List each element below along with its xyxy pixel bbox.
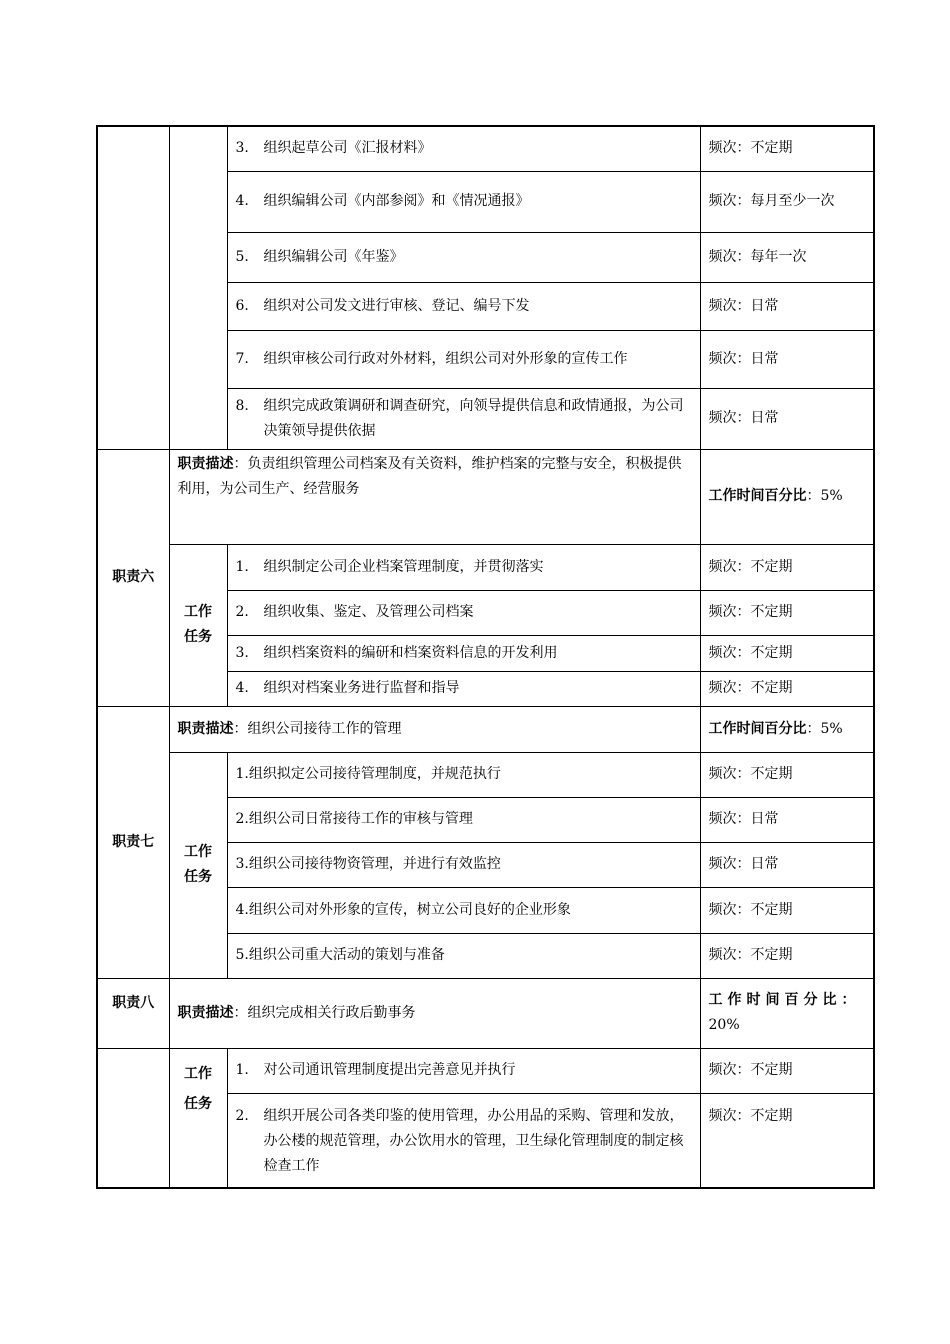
task-frequency: 频次：日常 bbox=[700, 842, 874, 887]
table-row bbox=[97, 544, 874, 590]
table-row bbox=[97, 978, 874, 1048]
task-item: 1.组织拟定公司接待管理制度，并规范执行 bbox=[227, 752, 700, 797]
time-percentage: 工作时间百分比：5% bbox=[700, 706, 874, 752]
task-item: 3. 组织档案资料的编研和档案资料信息的开发利用 bbox=[227, 635, 700, 671]
task-item: 4. 组织对档案业务进行监督和指导 bbox=[227, 671, 700, 706]
task-item: 4.组织公司对外形象的宣传，树立公司良好的企业形象 bbox=[227, 887, 700, 933]
task-item: 2.组织公司日常接待工作的审核与管理 bbox=[227, 797, 700, 842]
task-frequency: 频次：每年一次 bbox=[700, 232, 874, 282]
desc-text: ：组织完成相关行政后勤事务 bbox=[233, 1004, 416, 1021]
task-frequency: 频次：日常 bbox=[700, 330, 874, 388]
task-item: 7. 组织审核公司行政对外材料，组织公司对外形象的宣传工作 bbox=[227, 330, 700, 388]
table-row bbox=[97, 126, 874, 171]
desc-text: ：负责组织管理公司档案及有关资料，维护档案的完整与安全，积极提供利用，为公司生产、经营服务 bbox=[177, 455, 682, 497]
duty-cell-blank bbox=[97, 1048, 169, 1188]
task-item: 1. 组织制定公司企业档案管理制度，并贯彻落实 bbox=[227, 544, 700, 590]
task-item: 5. 组织编辑公司《年鉴》 bbox=[227, 232, 700, 282]
task-frequency: 频次：日常 bbox=[700, 797, 874, 842]
task-frequency: 频次：不定期 bbox=[700, 590, 874, 635]
duty-title: 职责七 bbox=[97, 706, 169, 978]
task-frequency: 频次：日常 bbox=[700, 388, 874, 449]
task-item: 2. 组织收集、鉴定、及管理公司档案 bbox=[227, 590, 700, 635]
task-item: 1. 对公司通讯管理制度提出完善意见并执行 bbox=[227, 1048, 700, 1093]
task-frequency: 频次：不定期 bbox=[700, 635, 874, 671]
duty-title: 职责八 bbox=[97, 978, 169, 1048]
table-row bbox=[97, 449, 874, 544]
tasks-label: 工作任务 bbox=[169, 544, 227, 706]
task-frequency: 频次：不定期 bbox=[700, 1093, 874, 1188]
task-frequency: 频次：不定期 bbox=[700, 887, 874, 933]
task-frequency: 频次：不定期 bbox=[700, 933, 874, 978]
task-item: 3.组织公司接待物资管理，并进行有效监控 bbox=[227, 842, 700, 887]
task-frequency: 频次：不定期 bbox=[700, 126, 874, 171]
desc-label: 职责描述 bbox=[177, 455, 234, 472]
task-frequency: 频次：不定期 bbox=[700, 544, 874, 590]
task-item: 4. 组织编辑公司《内部参阅》和《情况通报》 bbox=[227, 171, 700, 232]
task-item: 6. 组织对公司发文进行审核、登记、编号下发 bbox=[227, 282, 700, 330]
task-item: 2. 组织开展公司各类印鉴的使用管理，办公用品的采购、管理和发放，办公楼的规范管理，办公饮用水的管理，卫生绿化管理制度的制定核检查工作 bbox=[227, 1093, 700, 1188]
duty-title: 职责六 bbox=[97, 449, 169, 706]
task-frequency: 频次：每月至少一次 bbox=[700, 171, 874, 232]
duty-description bbox=[169, 449, 700, 544]
desc-text: ：组织公司接待工作的管理 bbox=[233, 720, 402, 737]
duty-description bbox=[169, 706, 700, 752]
task-frequency: 频次：不定期 bbox=[700, 752, 874, 797]
desc-label: 职责描述 bbox=[177, 1004, 234, 1021]
task-frequency: 频次：不定期 bbox=[700, 1048, 874, 1093]
tasks-cell-blank bbox=[169, 126, 227, 449]
table-row bbox=[97, 706, 874, 752]
task-item: 3. 组织起草公司《汇报材料》 bbox=[227, 126, 700, 171]
time-percentage: 工作时间百分比： 20% bbox=[700, 978, 874, 1048]
table-row bbox=[97, 1048, 874, 1093]
duties-table bbox=[96, 125, 875, 1189]
duty-cell-blank bbox=[97, 126, 169, 449]
time-percentage: 工作时间百分比：5% bbox=[700, 449, 874, 544]
tasks-label: 工作任务 bbox=[169, 752, 227, 978]
duty-description bbox=[169, 978, 700, 1048]
task-frequency: 频次：日常 bbox=[700, 282, 874, 330]
task-item: 5.组织公司重大活动的策划与准备 bbox=[227, 933, 700, 978]
task-frequency: 频次：不定期 bbox=[700, 671, 874, 706]
task-item: 8. 组织完成政策调研和调查研究，向领导提供信息和政情通报，为公司决策领导提供依据 bbox=[227, 388, 700, 449]
tasks-label: 工作任务 bbox=[169, 1048, 227, 1188]
table-row bbox=[97, 752, 874, 797]
desc-label: 职责描述 bbox=[177, 720, 234, 737]
